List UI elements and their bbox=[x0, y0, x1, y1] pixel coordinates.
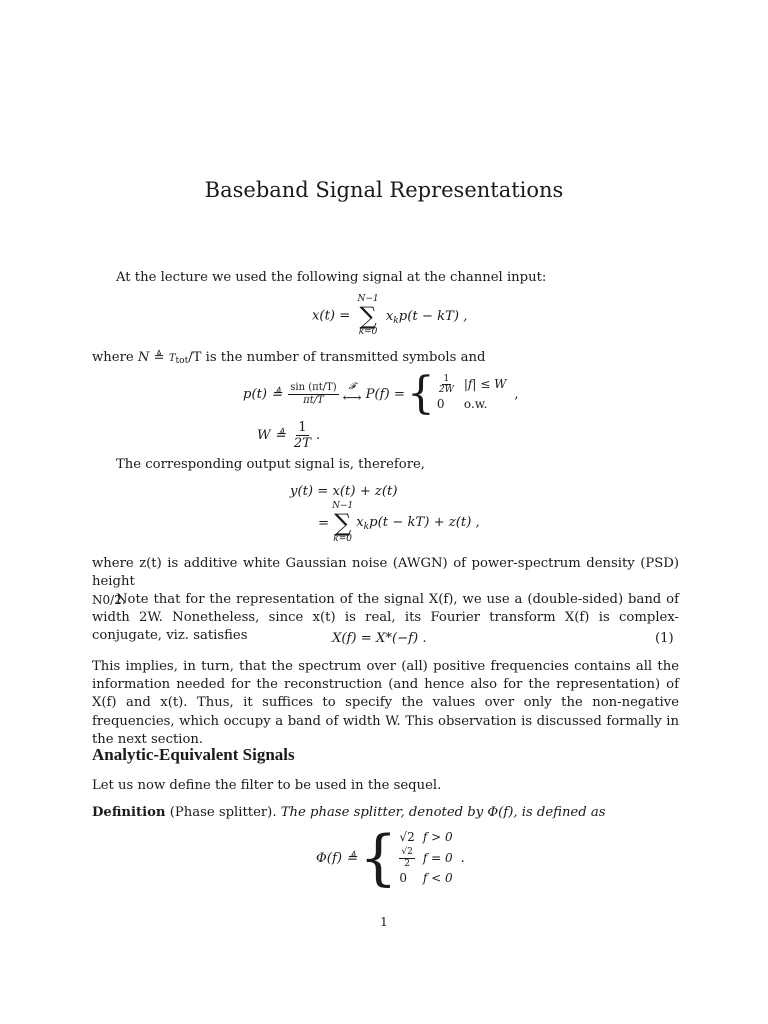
note-paragraph: Note that for the representation of the signal X(f), we use a (double-sided) band of width 2W. Nonetheless, since x(t) is real, its Fourier transform X(f) is complex-conjugate, viz. satisfies bbox=[92, 592, 679, 644]
definition-paren: (Phase splitter). bbox=[165, 805, 277, 820]
eq-phi-case1-val: √2 bbox=[399, 830, 415, 845]
eq-p-case1-num: 1 bbox=[443, 373, 450, 384]
filter-intro-text: Let us now define the filter to be used in the sequel. bbox=[92, 778, 442, 793]
eq-phi-case1-cond: f > 0 bbox=[422, 830, 453, 845]
eq-x-lhs: x(t) = bbox=[312, 308, 351, 324]
eq-p-mid: P(f) = bbox=[365, 386, 405, 402]
eq-phi-trail: . bbox=[460, 850, 465, 866]
eq-p-cases bbox=[435, 374, 513, 415]
eq-phi-case3-cond: f < 0 bbox=[422, 870, 453, 885]
eq-y-sum: N−1 ∑ k=0 bbox=[332, 501, 354, 544]
eq-w-num: 1 bbox=[298, 420, 307, 435]
equation-y-line1: y(t) = x(t) + z(t) bbox=[290, 484, 398, 499]
eq-x-sum-upper: N−1 bbox=[357, 294, 379, 304]
where-n-text: where N ≜ Ttot/T is the number of transmitted symbols and bbox=[92, 350, 486, 366]
intro-text: At the lecture we used the following signal at the channel input: bbox=[116, 270, 547, 285]
eq-phi-cases bbox=[397, 828, 458, 888]
eq-p-case2-val: 0 bbox=[436, 397, 445, 412]
eq-phi-case3-val: 0 bbox=[399, 870, 408, 885]
eq-phi-lhs: Φ(f) ≜ bbox=[316, 850, 358, 866]
section-heading: Analytic-Equivalent Signals bbox=[92, 745, 295, 764]
eq-x-sum-lower: k=0 bbox=[358, 327, 378, 337]
awgn-line-2: N0/2. bbox=[92, 593, 126, 608]
eq-y-equals: = bbox=[318, 515, 330, 531]
eq-w-den: 2T bbox=[293, 436, 311, 452]
implies-paragraph: This implies, in turn, that the spectrum over (all) positive frequencies contains all the information needed for the reconstruction (and hence also for the representation) of X(f) and x(t). Thus, it suffices to specify the values over only the non-negative frequencies, which occupy a band of width W. This observation is discussed formally in the next section. bbox=[92, 659, 679, 747]
eq-p-case1-den: 2W bbox=[438, 385, 454, 395]
eq-p-lhs: p(t) ≜ bbox=[243, 386, 283, 402]
eq-phi-case2-num: √2 bbox=[401, 847, 413, 858]
awgn-line-1: where z(t) is additive white Gaussian noise (AWGN) of power-spectrum density (PSD) height bbox=[92, 556, 679, 590]
eq-y-sum-lower: k=0 bbox=[333, 534, 352, 544]
eq-x-sum: N−1 ∑ k=0 bbox=[357, 294, 379, 337]
eq-phi-case2-cond: f = 0 bbox=[422, 850, 453, 865]
definition-label: Definition bbox=[92, 805, 166, 820]
equation-w bbox=[257, 420, 320, 451]
eq-p-fraction bbox=[288, 382, 338, 406]
definition-line bbox=[92, 805, 606, 820]
definition-text: The phase splitter, denoted by Φ(f), is defined as bbox=[276, 805, 606, 820]
equation-1: X(f) = X*(−f) . bbox=[332, 631, 427, 646]
equation-y-line2 bbox=[318, 502, 480, 544]
page-number: 1 bbox=[380, 915, 388, 929]
fourier-arrow: 𝓕 ⟷ bbox=[342, 381, 362, 406]
eq-p-trail: , bbox=[514, 386, 519, 402]
eq-p-denominator: πt/T bbox=[303, 394, 324, 406]
eq-w-lhs: W ≜ bbox=[257, 428, 286, 444]
output-intro-text: The corresponding output signal is, therefore, bbox=[116, 457, 425, 472]
equation-phi bbox=[316, 823, 465, 893]
eq-y-sum-upper: N−1 bbox=[332, 501, 354, 511]
eq-w-fraction bbox=[292, 420, 313, 451]
eq-p-case2-cond: o.w. bbox=[463, 397, 488, 412]
equation-1-label: (1) bbox=[655, 631, 674, 646]
equation-p bbox=[243, 368, 519, 419]
eq-y-term: $x_kp(t - kT) + z(t)$ , bbox=[356, 514, 480, 532]
eq-x-term: $x_kp(t - kT)$ , bbox=[385, 308, 468, 326]
eq-phi-case2-den: 2 bbox=[404, 858, 411, 869]
eq-phi-brace: { bbox=[359, 823, 398, 893]
eq-p-numerator: sin (πt/T) bbox=[290, 382, 337, 393]
eq-p-case1-cond: |f| ≤ W bbox=[463, 377, 507, 391]
equation-x bbox=[312, 295, 467, 337]
eq-p-brace: { bbox=[406, 368, 435, 419]
eq-w-trail: . bbox=[315, 428, 321, 444]
page-title: Baseband Signal Representations bbox=[204, 178, 564, 202]
